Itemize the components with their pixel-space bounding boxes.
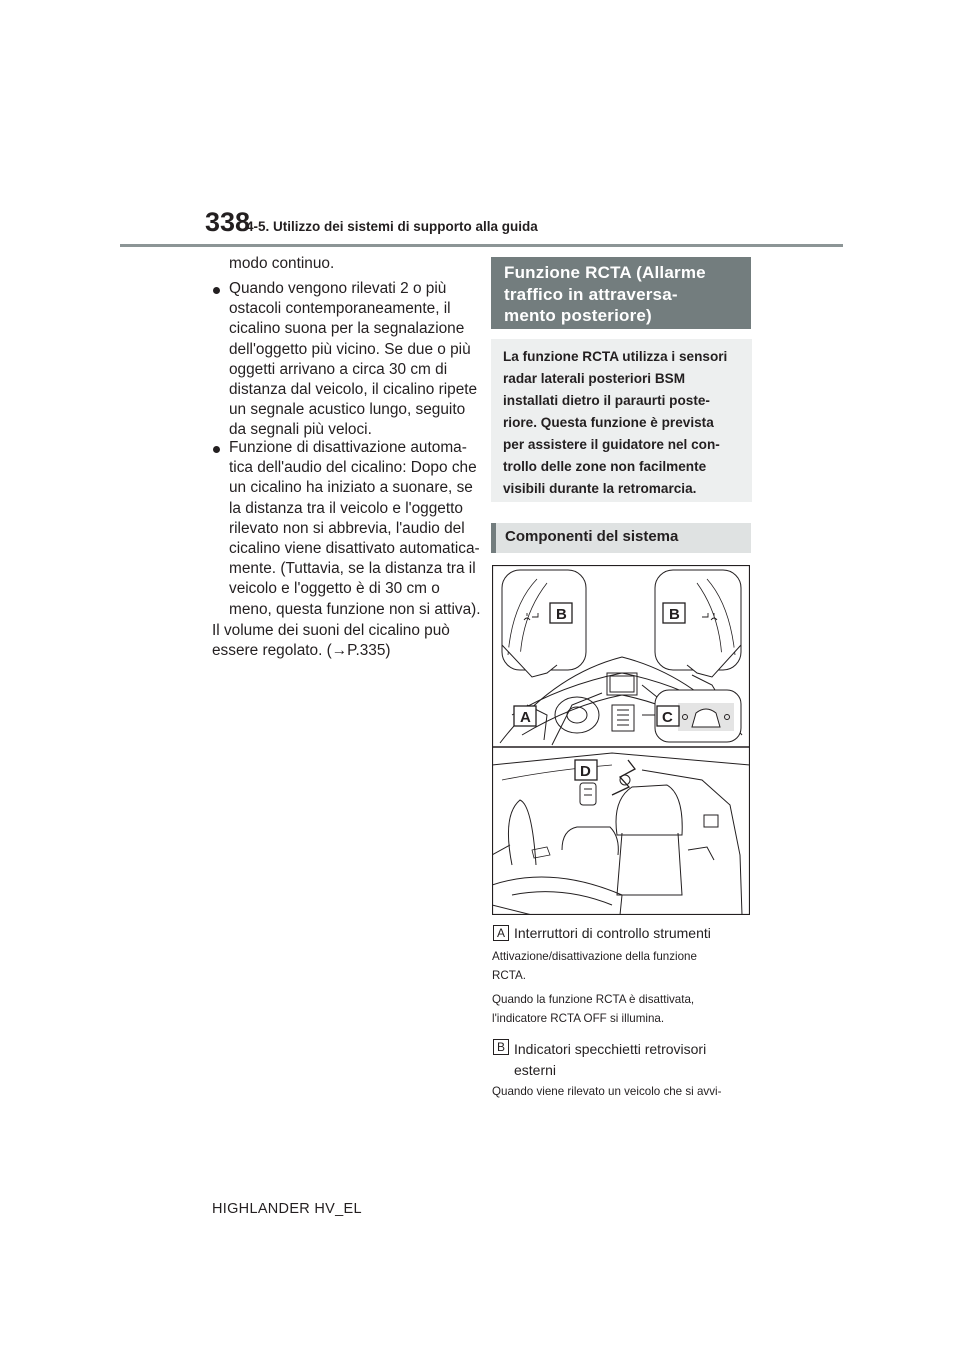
- system-components-illustration: [492, 565, 750, 915]
- bullet-icon: [213, 287, 220, 294]
- component-b-description: Quando viene rilevato un veicolo che si avvi-: [492, 1085, 722, 1098]
- arrow-right-icon: →: [331, 642, 348, 660]
- component-b-title: Indicatori specchietti retrovisori esterni: [514, 1041, 707, 1078]
- letter-b-box: B: [493, 1039, 509, 1055]
- components-heading: Componenti del sistema: [491, 523, 751, 553]
- label-d: D: [580, 763, 591, 780]
- bullet-auto-mute: Funzione di disattivazione automa- tica dell'audio del cicalino: Dopo che un cicalino ha iniziato a suonare, se la distanza tra il veicolo e l'oggetto rilevato non si abbrevia, l'audio del cicalino viene disattivato automatica- mente. (Tuttavia, se la distanza tra il veicolo e l'oggetto è di 30 cm o meno, questa funzione non si attiva).: [229, 439, 481, 618]
- page-reference-link[interactable]: P.335): [347, 642, 391, 660]
- label-b-right: B: [669, 606, 680, 623]
- label-b-left: B: [556, 606, 567, 623]
- continuation-text: modo continuo.: [229, 255, 335, 272]
- component-a-description: Attivazione/disattivazione della funzione RCTA. Quando la funzione RCTA è disattivata, l'indicatore RCTA OFF si illumina.: [492, 950, 697, 1025]
- bullet-multiple-obstacles: Quando vengono rilevati 2 o più ostacoli contemporaneamente, il cicalino suona per la segnalazione dell'oggetto più vicino. Se due o più oggetti arrivano a circa 30 cm di distanza dal veicolo, il cicalino ripete un segnale acustico lungo, seguito da segnali più veloci.: [229, 280, 478, 439]
- label-c: C: [662, 709, 673, 726]
- rcta-heading: Funzione RCTA (Allarme traffico in attraversa- mento posteriore): [491, 257, 751, 329]
- label-a: A: [520, 709, 531, 726]
- header-divider: [120, 244, 843, 247]
- page-number: 338: [205, 207, 251, 237]
- letter-a-box: A: [493, 925, 509, 941]
- component-a-title: Interruttori di controllo strumenti: [514, 925, 711, 941]
- rcta-intro-box: La funzione RCTA utilizza i sensori radar laterali posteriori BSM installati dietro il paraurti poste- riore. Questa funzione è prevista per assistere il guidatore nel con- trollo delle zone non facilmente visibili durante la retromarcia.: [491, 339, 752, 502]
- footer-model: HIGHLANDER HV_EL: [212, 1201, 362, 1217]
- section-title: 4-5. Utilizzo dei sistemi di supporto alla guida: [246, 219, 538, 234]
- volume-paragraph: Il volume dei suoni del cicalino può essere regolato. (→P.335): [212, 622, 450, 660]
- bullet-icon: [213, 446, 220, 453]
